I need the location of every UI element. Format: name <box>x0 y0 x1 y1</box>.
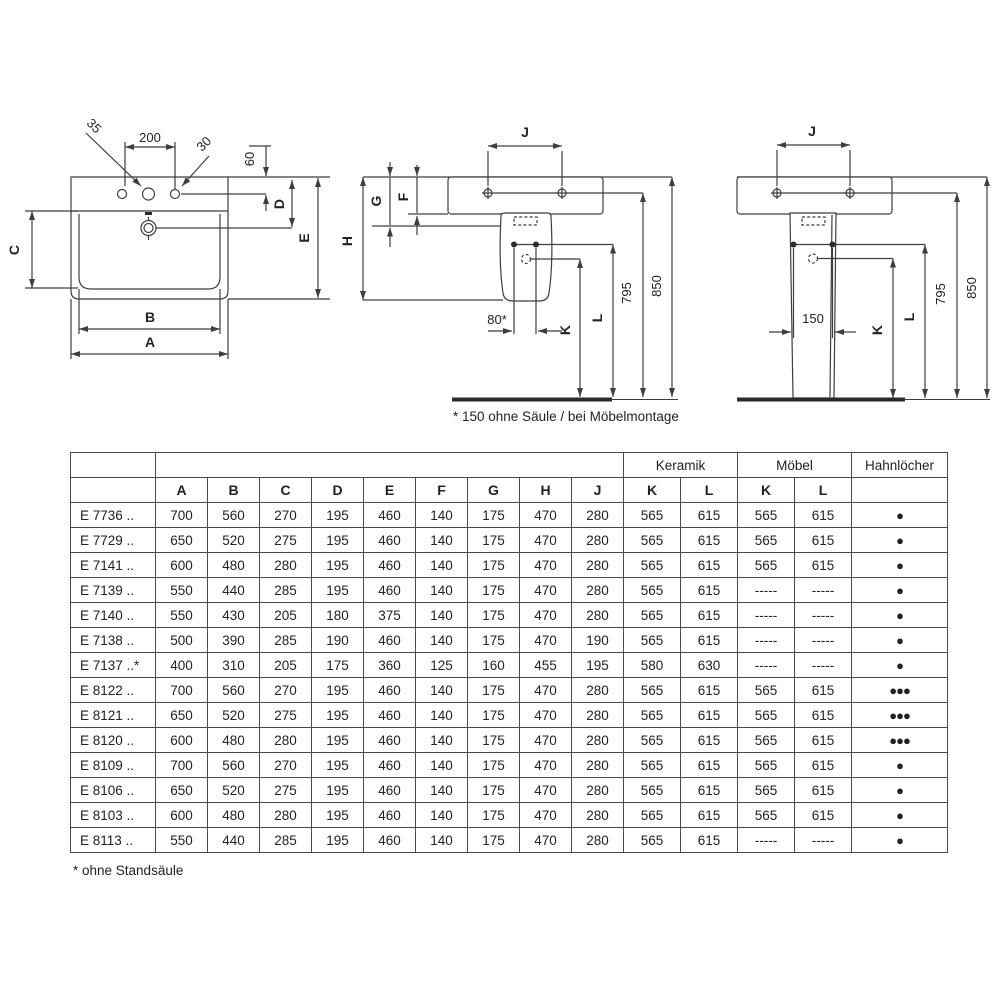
dim-label-d: D <box>271 198 287 210</box>
dim-cell: 195 <box>312 678 364 703</box>
dim-label-b: B <box>144 309 156 325</box>
dim-cell: 550 <box>156 828 208 853</box>
dim-cell: 700 <box>156 753 208 778</box>
dim-cell: 140 <box>416 753 468 778</box>
dim-label-a: A <box>144 334 156 350</box>
dim-cell: 175 <box>468 753 520 778</box>
dim-cell: 470 <box>520 578 572 603</box>
column-header-10: L <box>681 478 738 503</box>
dim-cell: 650 <box>156 778 208 803</box>
pedestal-view-drawing <box>737 123 990 400</box>
dim-cell: 520 <box>208 528 260 553</box>
dim-label-850: 850 <box>649 275 664 297</box>
dim-cell: 205 <box>260 653 312 678</box>
dim-cell: 470 <box>520 703 572 728</box>
faucet-hole-right <box>171 190 180 199</box>
dim-cell: 460 <box>364 778 416 803</box>
group-header-moebel: Möbel <box>738 453 852 478</box>
dim-cell: 440 <box>208 828 260 853</box>
holes-cell: ● <box>852 528 948 553</box>
fixing-bolt-left <box>511 242 517 248</box>
dim-cell: 470 <box>520 678 572 703</box>
dim-cell: 280 <box>572 703 624 728</box>
dim-cell: 195 <box>312 528 364 553</box>
dim-cell: 455 <box>520 653 572 678</box>
dim-cell: 615 <box>795 528 852 553</box>
model-cell: E 8109 .. <box>71 753 156 778</box>
holes-cell: ● <box>852 578 948 603</box>
holes-cell: ● <box>852 653 948 678</box>
table-row <box>71 753 948 778</box>
table-row <box>71 553 948 578</box>
dim-cell: 565 <box>738 728 795 753</box>
dim-cell: 565 <box>738 528 795 553</box>
dim-cell: 615 <box>681 528 738 553</box>
dim-cell: 195 <box>312 728 364 753</box>
dim-cell: 195 <box>312 828 364 853</box>
dim-cell: 460 <box>364 728 416 753</box>
dim-cell: 175 <box>468 678 520 703</box>
holes-cell: ● <box>852 778 948 803</box>
spec-table-body <box>71 503 948 853</box>
column-header-12: L <box>795 478 852 503</box>
dim-cell: 615 <box>681 603 738 628</box>
model-cell: E 8121 .. <box>71 703 156 728</box>
dim-cell: 560 <box>208 753 260 778</box>
dim-cell: 470 <box>520 728 572 753</box>
dim-cell: 190 <box>312 628 364 653</box>
model-cell: E 8122 .. <box>71 678 156 703</box>
dim-cell: ----- <box>795 603 852 628</box>
dim-cell: 280 <box>572 778 624 803</box>
dim-cell: 565 <box>624 753 681 778</box>
dim-cell: 270 <box>260 753 312 778</box>
dim-cell: 470 <box>520 528 572 553</box>
dim-cell: 140 <box>416 703 468 728</box>
overflow-hole-outer <box>141 221 156 236</box>
dim-cell: 175 <box>468 728 520 753</box>
dim-cell: 580 <box>624 653 681 678</box>
dim-cell: 565 <box>624 503 681 528</box>
dim-cell: 615 <box>795 778 852 803</box>
model-cell: E 7140 .. <box>71 603 156 628</box>
faucet-hole-left <box>118 190 127 199</box>
dim-cell: 470 <box>520 628 572 653</box>
dim-cell: 275 <box>260 703 312 728</box>
dim-cell: 480 <box>208 553 260 578</box>
dim-cell: 270 <box>260 678 312 703</box>
table-row <box>71 653 948 678</box>
group-header-row <box>71 453 948 478</box>
dim-cell: 700 <box>156 678 208 703</box>
dim-cell: 175 <box>468 603 520 628</box>
dim-cell: 520 <box>208 703 260 728</box>
dim-cell: 140 <box>416 503 468 528</box>
holes-cell: ●●● <box>852 703 948 728</box>
semi-pedestal-outline <box>500 213 552 301</box>
corner-cell <box>71 478 156 503</box>
dim-cell: 470 <box>520 553 572 578</box>
dim-cell: 175 <box>468 578 520 603</box>
dim-cell: 615 <box>795 503 852 528</box>
dim-label-e: E <box>296 233 312 243</box>
dim-cell: 615 <box>681 503 738 528</box>
mounting-note: * 150 ohne Säule / bei Möbelmontage <box>453 409 679 424</box>
dim-cell: 175 <box>312 653 364 678</box>
dim-cell: 615 <box>795 703 852 728</box>
dim-cell: 140 <box>416 603 468 628</box>
holes-cell: ● <box>852 828 948 853</box>
dim-cell: 460 <box>364 503 416 528</box>
dim-cell: 460 <box>364 828 416 853</box>
dim-cell: 565 <box>624 553 681 578</box>
dim-cell: 615 <box>681 828 738 853</box>
dim-label-200: 200 <box>139 130 161 145</box>
dim-cell: 470 <box>520 753 572 778</box>
dim-cell: 565 <box>738 803 795 828</box>
side-view-drawing <box>339 124 679 424</box>
pedestal-outline <box>790 213 836 398</box>
column-header-7: H <box>520 478 572 503</box>
dim-cell: 280 <box>572 678 624 703</box>
table-row <box>71 778 948 803</box>
dim-cell: 565 <box>738 753 795 778</box>
model-cell: E 8113 .. <box>71 828 156 853</box>
dim-cell: 190 <box>572 628 624 653</box>
model-cell: E 7736 .. <box>71 503 156 528</box>
dim-cell: 140 <box>416 553 468 578</box>
dim-cell: 175 <box>468 628 520 653</box>
dim-cell: 310 <box>208 653 260 678</box>
dim-cell: 195 <box>312 778 364 803</box>
holes-cell: ● <box>852 553 948 578</box>
dim-label-g: G <box>368 195 384 207</box>
dim-cell: 460 <box>364 578 416 603</box>
footnote: * ohne Standsäule <box>73 863 184 878</box>
column-header-3: D <box>312 478 364 503</box>
faucet-hole-center <box>143 188 155 200</box>
dim-cell: 175 <box>468 703 520 728</box>
basin-side-outline <box>737 177 892 214</box>
column-header-0: A <box>156 478 208 503</box>
dim-cell: 480 <box>208 728 260 753</box>
dim-cell: 460 <box>364 628 416 653</box>
table-row <box>71 528 948 553</box>
dim-cell: 175 <box>468 553 520 578</box>
table-row <box>71 603 948 628</box>
dim-cell: 565 <box>624 603 681 628</box>
dim-label-k: K <box>869 324 885 336</box>
dim-cell: 180 <box>312 603 364 628</box>
dim-cell: 480 <box>208 803 260 828</box>
corner-cell <box>71 453 156 478</box>
dim-cell: 175 <box>468 803 520 828</box>
holes-cell: ● <box>852 803 948 828</box>
model-cell: E 7139 .. <box>71 578 156 603</box>
table-row <box>71 803 948 828</box>
dim-cell: ----- <box>738 603 795 628</box>
group-header-hahnloecher: Hahnlöcher <box>852 453 948 478</box>
model-cell: E 8120 .. <box>71 728 156 753</box>
model-cell: E 7141 .. <box>71 553 156 578</box>
dim-cell: 615 <box>681 553 738 578</box>
column-header-8: J <box>572 478 624 503</box>
model-cell: E 7729 .. <box>71 528 156 553</box>
column-header-1: B <box>208 478 260 503</box>
dim-cell: 615 <box>795 753 852 778</box>
table-row <box>71 628 948 653</box>
dim-cell: 650 <box>156 528 208 553</box>
table-row <box>71 578 948 603</box>
dim-cell: 280 <box>572 578 624 603</box>
holes-cell: ● <box>852 603 948 628</box>
dimension-table-wrap <box>70 452 948 853</box>
model-cell: E 8103 .. <box>71 803 156 828</box>
dim-cell: 280 <box>572 728 624 753</box>
dim-cell: 125 <box>416 653 468 678</box>
dim-cell: 600 <box>156 553 208 578</box>
fixing-bolt-right <box>830 242 836 248</box>
dim-cell: 280 <box>260 728 312 753</box>
dim-label-l: L <box>589 313 605 323</box>
dim-label-l: L <box>901 312 917 322</box>
dim-label-35: 35 <box>83 115 105 137</box>
dim-cell: 600 <box>156 803 208 828</box>
dim-cell: 270 <box>260 503 312 528</box>
dim-cell: 615 <box>681 703 738 728</box>
dim-cell: ----- <box>795 628 852 653</box>
dim-cell: 565 <box>624 628 681 653</box>
dim-cell: 615 <box>795 678 852 703</box>
dim-cell: 440 <box>208 578 260 603</box>
dim-cell: 275 <box>260 778 312 803</box>
dim-cell: 500 <box>156 628 208 653</box>
dim-label-30: 30 <box>193 133 215 155</box>
dim-cell: 285 <box>260 828 312 853</box>
dim-cell: 470 <box>520 803 572 828</box>
dim-cell: 280 <box>572 753 624 778</box>
dim-cell: 175 <box>468 828 520 853</box>
holes-cell: ●●● <box>852 728 948 753</box>
dim-cell: 195 <box>312 578 364 603</box>
column-header-row <box>71 478 948 503</box>
dim-cell: 280 <box>572 603 624 628</box>
table-row <box>71 503 948 528</box>
dim-cell: 280 <box>260 553 312 578</box>
column-header-4: E <box>364 478 416 503</box>
holes-cell: ●●● <box>852 678 948 703</box>
dim-cell: 140 <box>416 828 468 853</box>
dim-cell: 460 <box>364 753 416 778</box>
dim-cell: 565 <box>738 778 795 803</box>
dim-cell: 560 <box>208 678 260 703</box>
dim-cell: 280 <box>572 553 624 578</box>
dim-cell: 280 <box>572 503 624 528</box>
dim-cell: 460 <box>364 528 416 553</box>
technical-drawings <box>0 0 1000 445</box>
dim-cell: 615 <box>681 778 738 803</box>
dim-cell: 615 <box>795 728 852 753</box>
dim-cell: 275 <box>260 528 312 553</box>
column-header-6: G <box>468 478 520 503</box>
holes-cell: ● <box>852 628 948 653</box>
dim-cell: 160 <box>468 653 520 678</box>
dim-cell: 175 <box>468 503 520 528</box>
dim-cell: 140 <box>416 778 468 803</box>
dim-cell: 615 <box>681 678 738 703</box>
dim-label-795: 795 <box>933 283 948 305</box>
dim-cell: 565 <box>738 553 795 578</box>
dim-cell: 430 <box>208 603 260 628</box>
dim-cell: 140 <box>416 728 468 753</box>
dim-label-795: 795 <box>619 282 634 304</box>
dim-cell: 565 <box>624 828 681 853</box>
model-cell: E 7137 ..* <box>71 653 156 678</box>
dim-cell: 140 <box>416 678 468 703</box>
dim-cell: 700 <box>156 503 208 528</box>
dim-cell: 615 <box>795 803 852 828</box>
dim-cell: 285 <box>260 628 312 653</box>
column-header-9: K <box>624 478 681 503</box>
dim-cell: 565 <box>624 728 681 753</box>
dim-cell: 280 <box>572 803 624 828</box>
dim-cell: 175 <box>468 778 520 803</box>
holes-header-cell <box>852 478 948 503</box>
dim-label-60: 60 <box>242 151 257 167</box>
dim-cell: 280 <box>572 828 624 853</box>
dim-cell: 140 <box>416 578 468 603</box>
dim-cell: 460 <box>364 803 416 828</box>
model-cell: E 8106 .. <box>71 778 156 803</box>
dim-cell: 390 <box>208 628 260 653</box>
dim-cell: 550 <box>156 578 208 603</box>
dim-cell: 285 <box>260 578 312 603</box>
dimension-table <box>70 452 948 853</box>
dim-cell: 400 <box>156 653 208 678</box>
dim-cell: 470 <box>520 778 572 803</box>
dim-cell: 520 <box>208 778 260 803</box>
model-cell: E 7138 .. <box>71 628 156 653</box>
dim-cell: 650 <box>156 703 208 728</box>
dim-cell: ----- <box>738 578 795 603</box>
dim-label-f: F <box>395 192 411 202</box>
dim-label-80: 80* <box>487 312 507 327</box>
dim-label-j: J <box>521 124 529 140</box>
table-row <box>71 828 948 853</box>
front-view-drawing <box>6 115 330 359</box>
dim-cell: 565 <box>624 778 681 803</box>
table-row <box>71 703 948 728</box>
dim-cell: ----- <box>795 828 852 853</box>
dim-cell: 560 <box>208 503 260 528</box>
dim-cell: 205 <box>260 603 312 628</box>
dim-cell: 280 <box>572 528 624 553</box>
dim-cell: 615 <box>681 728 738 753</box>
dim-cell: 460 <box>364 553 416 578</box>
dim-cell: 615 <box>681 803 738 828</box>
dim-cell: 565 <box>738 678 795 703</box>
dim-label-k: K <box>557 324 573 336</box>
dim-cell: 460 <box>364 678 416 703</box>
dim-cell: 615 <box>681 628 738 653</box>
dim-cell: 140 <box>416 528 468 553</box>
dim-cell: 565 <box>624 678 681 703</box>
dim-cell: 375 <box>364 603 416 628</box>
dim-cell: 565 <box>738 703 795 728</box>
dim-cell: 565 <box>738 503 795 528</box>
dim-cell: 195 <box>312 553 364 578</box>
dim-cell: 140 <box>416 628 468 653</box>
dim-cell: 630 <box>681 653 738 678</box>
dim-cell: 195 <box>312 503 364 528</box>
dim-cell: ----- <box>738 628 795 653</box>
dim-cell: ----- <box>795 653 852 678</box>
dim-cell: 195 <box>572 653 624 678</box>
dims-span-cell <box>156 453 624 478</box>
table-row <box>71 678 948 703</box>
dim-label-c: C <box>6 244 22 256</box>
dim-cell: 360 <box>364 653 416 678</box>
table-row <box>71 728 948 753</box>
fg-reference-lines <box>372 214 514 226</box>
column-header-2: C <box>260 478 312 503</box>
dim-cell: 470 <box>520 828 572 853</box>
column-header-5: F <box>416 478 468 503</box>
dim-cell: ----- <box>738 828 795 853</box>
fixing-bolt-left <box>791 242 797 248</box>
dim-c-extensions <box>25 211 78 288</box>
holes-cell: ● <box>852 753 948 778</box>
dim-cell: 565 <box>624 528 681 553</box>
dim-cell: 565 <box>624 578 681 603</box>
dim-cell: 565 <box>624 703 681 728</box>
dim-cell: 195 <box>312 803 364 828</box>
dim-cell: 175 <box>468 528 520 553</box>
basin-side-outline <box>448 177 603 214</box>
dim-cell: 550 <box>156 603 208 628</box>
dim-cell: 615 <box>681 578 738 603</box>
dim-label-j: J <box>808 123 816 139</box>
dim-cell: 615 <box>795 553 852 578</box>
group-header-keramik: Keramik <box>624 453 738 478</box>
dim-cell: 460 <box>364 703 416 728</box>
dim-cell: 615 <box>681 753 738 778</box>
dim-cell: 470 <box>520 503 572 528</box>
holes-cell: ● <box>852 503 948 528</box>
dim-cell: 195 <box>312 753 364 778</box>
dim-label-850: 850 <box>964 277 979 299</box>
dim-cell: 280 <box>260 803 312 828</box>
dim-cell: ----- <box>738 653 795 678</box>
column-header-11: K <box>738 478 795 503</box>
dim-cell: ----- <box>795 578 852 603</box>
dim-cell: 140 <box>416 803 468 828</box>
dim-cell: 195 <box>312 703 364 728</box>
dim-label-150: 150 <box>802 311 824 326</box>
dim-cell: 565 <box>624 803 681 828</box>
dim-label-h: H <box>339 235 355 247</box>
dim-cell: 470 <box>520 603 572 628</box>
dim-cell: 600 <box>156 728 208 753</box>
fixing-bolt-right <box>533 242 539 248</box>
